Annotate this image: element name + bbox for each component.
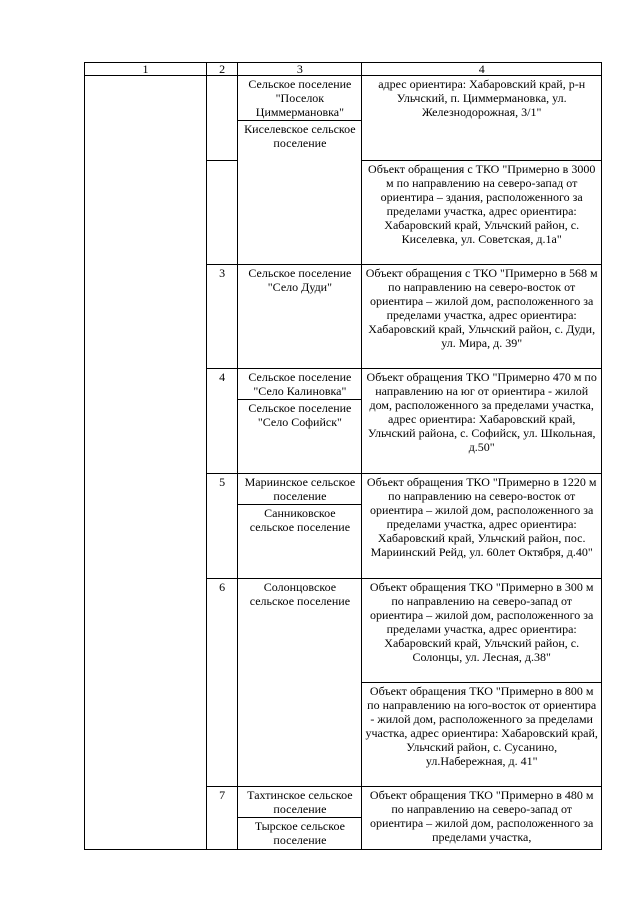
header-cell: 3 bbox=[238, 63, 362, 76]
row-number-cell: 5 bbox=[206, 474, 238, 579]
row-number-cell: 4 bbox=[206, 369, 238, 474]
district-cell bbox=[85, 76, 207, 850]
settlement-cell: Санниковское сельское поселение bbox=[238, 505, 362, 579]
settlement-cell: Сельское поселение "Село Калиновка" bbox=[238, 369, 362, 400]
header-cell: 1 bbox=[85, 63, 207, 76]
header-cell: 4 bbox=[362, 63, 602, 76]
object-cell: адрес ориентира: Хабаровский край, р-н Ульчский, п. Циммермановка, ул. Железнодорожная, 3/1" bbox=[362, 76, 602, 161]
settlement-cell: Сельское поселение "Село Софийск" bbox=[238, 400, 362, 474]
settlement-cell: Мариинское сельское поселение bbox=[238, 474, 362, 505]
settlement-cell: Сельское поселение "Село Дуди" bbox=[238, 265, 362, 369]
row-number-cell: 7 bbox=[206, 787, 238, 850]
object-cell: Объект обращения ТКО "Примерно в 480 м по направлению на северо-запад от ориентира – жилой дом, расположенного за пределами участка, bbox=[362, 787, 602, 850]
settlement-cell: Тырское сельское поселение bbox=[238, 818, 362, 850]
settlement-cell: Солонцовское сельское поселение bbox=[238, 579, 362, 787]
object-cell: Объект обращения с ТКО "Примерно в 3000 м по направлению на северо-запад от ориентира – здания, расположенного за пределами участка, адрес ориентира: Хабаровский край, Ульчский район, с. Киселевка, ул. Советская, д.1а" bbox=[362, 161, 602, 265]
object-cell: Объект обращения ТКО "Примерно 470 м по направлению на юг от ориентира - жилой дом, расположенного за пределами участка, адрес ориентира: Хабаровский край, Ульчский района, с. Софийск, ул. Школьная, д.50" bbox=[362, 369, 602, 474]
settlement-cell: Сельское поселение "Поселок Циммермановка" bbox=[238, 76, 362, 121]
object-cell: Объект обращения с ТКО "Примерно в 568 м по направлению на северо-восток от ориентира – жилой дом, расположенного за пределами участка, адрес ориентира: Хабаровский край, Ульчский район, с. Дуди, ул. Мира, д. 39" bbox=[362, 265, 602, 369]
object-cell: Объект обращения ТКО "Примерно в 800 м по направлению на юго-восток от ориентира - жилой дом, расположенного за пределами участка, адрес ориентира: Хабаровский край, Ульчский район, с. Сусанино, ул.Набережная, д. 41" bbox=[362, 683, 602, 787]
document-table bbox=[84, 62, 602, 850]
settlement-cell: Киселевское сельское поселение bbox=[238, 121, 362, 265]
object-cell: Объект обращения ТКО "Примерно в 300 м по направлению на северо-запад от ориентира – жилой дом, расположенного за пределами участка, адрес ориентира: Хабаровский край, Ульчский район, с. Солонцы, ул. Лесная, д.38" bbox=[362, 579, 602, 683]
object-cell: Объект обращения ТКО "Примерно в 1220 м по направлению на северо-восток от ориентира – жилой дом, расположенного за пределами участка, адрес ориентира: Хабаровский край, Ульчский район, пос. Мариинский Рейд, ул. 60лет Октября, д.40" bbox=[362, 474, 602, 579]
settlement-cell: Тахтинское сельское поселение bbox=[238, 787, 362, 818]
row-number-cell: 6 bbox=[206, 579, 238, 787]
row-number-cell bbox=[206, 161, 238, 265]
header-cell: 2 bbox=[206, 63, 238, 76]
row-number-cell: 3 bbox=[206, 265, 238, 369]
table-header-row bbox=[85, 63, 602, 76]
row-number-cell bbox=[206, 76, 238, 161]
table-row bbox=[85, 76, 602, 121]
